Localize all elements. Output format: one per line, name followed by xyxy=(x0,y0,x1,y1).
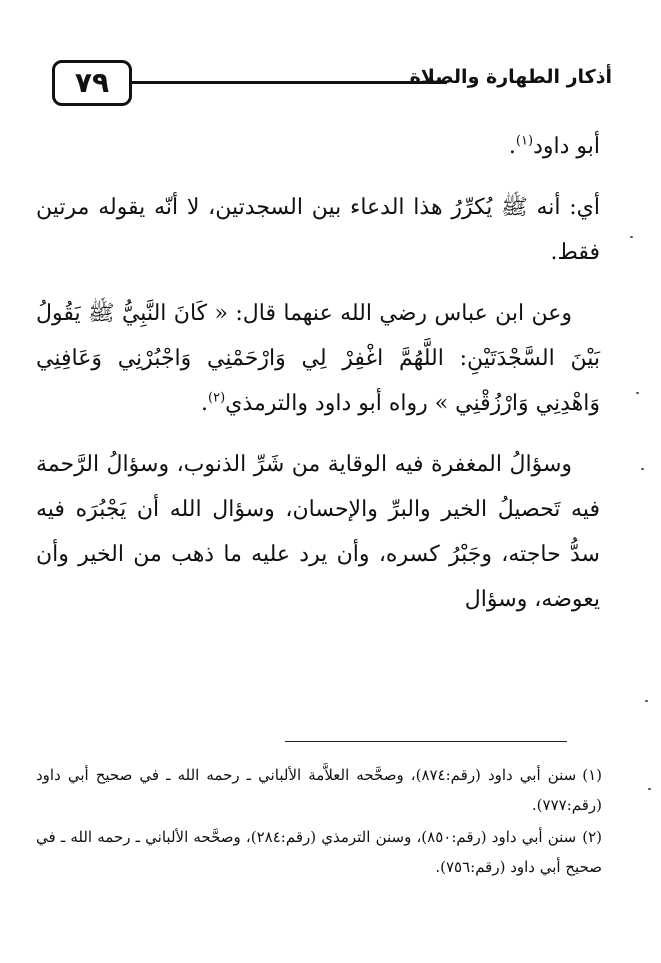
footnote-2 xyxy=(36,822,602,882)
scan-speck xyxy=(648,788,651,790)
header-rule xyxy=(132,81,447,84)
footnote-text: سنن أبي داود (رقم:٨٧٤)، وصحَّحه العلاَّمة الألباني ـ رحمه الله ـ في صحيح أبي داود (رقم:٧٧٧). xyxy=(36,766,602,814)
footnote-ref-2[interactable]: (٢) xyxy=(208,390,226,406)
paragraph-1: أبو داود$^{(١)}$. xyxy=(508,133,600,159)
chapter-title: أذكار الطهارة والصلاة xyxy=(409,66,612,88)
main-text xyxy=(36,124,600,638)
scan-speck xyxy=(636,392,639,394)
footnote-separator xyxy=(285,741,567,742)
paragraph-2: أي: أنه ﷺ يُكرِّرُ هذا الدعاء بين السجدتين، لا أنّه يقوله مرتين فقط. xyxy=(36,195,600,265)
footnote-number: (١) xyxy=(582,766,602,784)
page-number: ٧٩ xyxy=(74,66,110,99)
footnote-text: سنن أبي داود (رقم:٨٥٠)، وسنن الترمذي (رقم:٢٨٤)، وصحَّحه الألباني ـ رحمه الله ـ في صحيح أبي داود (رقم:٧٥٦). xyxy=(36,828,602,876)
page-header xyxy=(52,60,612,116)
scan-speck xyxy=(645,700,648,702)
footnotes xyxy=(36,760,602,884)
scan-speck xyxy=(630,236,633,238)
footnote-number: (٢) xyxy=(582,828,602,846)
paragraph-3: وعن ابن عباس رضي الله عنهما قال: « كَانَ النَّبِيُّ ﷺ يَقُولُ بَيْنَ السَّجْدَتَيْنِ: اللَّهُمَّ اغْفِرْ لِي وَارْحَمْنِي وَاجْبُرْنِي وَعَافِنِي وَاهْدِنِي وَارْزُقْنِي » رواه أبو داود والترمذي$^{(٢)}$. xyxy=(36,301,600,416)
page-number-badge xyxy=(52,60,132,106)
paragraph-4: وسؤالُ المغفرة فيه الوقاية من شَرِّ الذنوب، وسؤالُ الرَّحمة فيه تَحصيلُ الخير والبرِّ والإحسان، وسؤال الله أن يَجْبُرَه فيه سدُّ حاجته، وجَبْرُ كسره، وأن يرد عليه ما ذهب من الخير وأن يعوضه، وسؤال xyxy=(36,452,600,612)
footnote-ref-1[interactable]: (١) xyxy=(515,133,534,149)
scan-speck xyxy=(641,468,644,470)
footnote-1 xyxy=(36,760,602,820)
